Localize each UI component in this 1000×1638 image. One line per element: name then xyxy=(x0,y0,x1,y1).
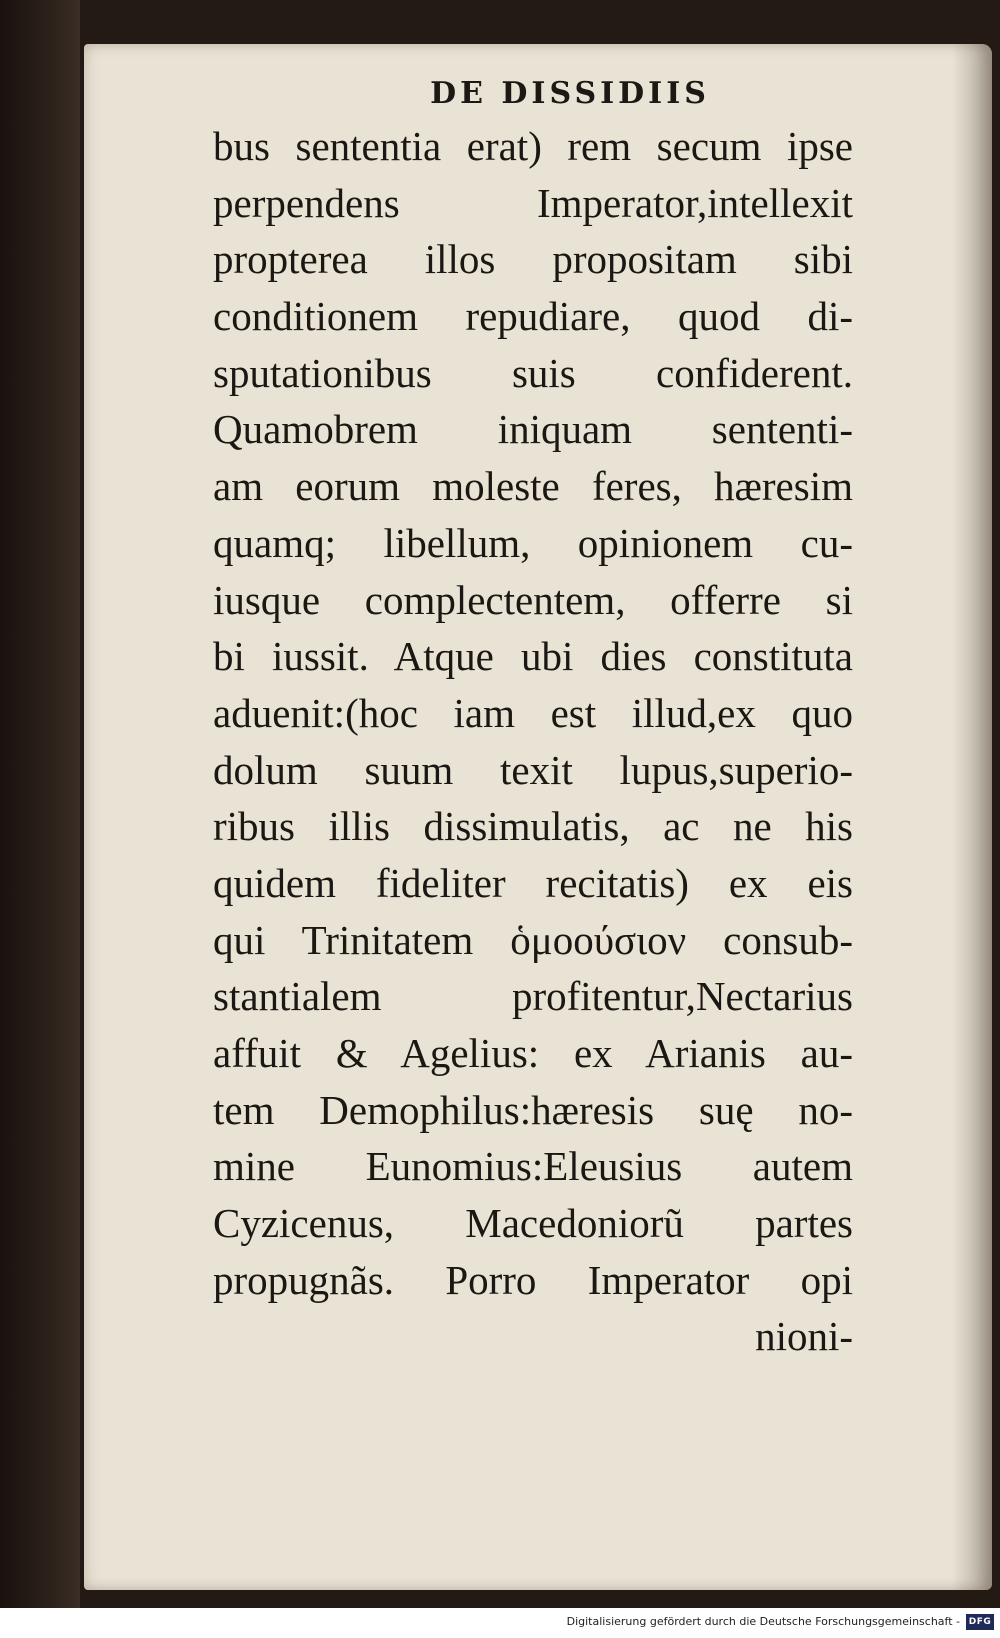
page-edge-shadow xyxy=(952,44,992,1590)
text-line: iusque complectentem, offerre si xyxy=(213,576,853,623)
text-line: ribus illis dissimulatis, ac ne his xyxy=(213,803,853,850)
text-line: sputationibus suis confiderent. xyxy=(213,349,853,396)
catchword: nioni- xyxy=(755,1313,853,1360)
text-line: Quamobrem iniquam sententi- xyxy=(213,406,853,453)
text-line: affuit & Agelius: ex Arianis au- xyxy=(213,1030,853,1076)
text-line: propugnãs. Porro Imperator opi xyxy=(213,1256,853,1303)
text-line: mine Eunomius:Eleusius autem xyxy=(213,1143,853,1190)
dfg-logo: DFG xyxy=(966,1614,994,1630)
funding-credit: Digitalisierung gefördert durch die Deutsche Forschungsgemeinschaft - xyxy=(566,1615,960,1628)
body-text xyxy=(213,118,853,1365)
text-line: quamq; libellum, opinionem cu- xyxy=(213,519,853,566)
text-line: bus sententia erat) rem secum ipse xyxy=(213,123,853,169)
text-line: Cyzicenus, Macedoniorũ partes xyxy=(213,1200,853,1247)
text-line: quidem fideliter recitatis) ex eis xyxy=(213,859,853,906)
footer-bar xyxy=(0,1608,1000,1638)
text-line: perpendens Imperator,intellexit xyxy=(213,179,853,226)
binding-edge xyxy=(0,0,80,1608)
text-line: dolum suum texit lupus,superio- xyxy=(213,746,853,793)
running-head: DE DISSIDIIS xyxy=(430,76,710,111)
text-line: conditionem repudiare, quod di- xyxy=(213,293,853,340)
text-line: aduenit:(hoc iam est illud,ex quo xyxy=(213,689,853,736)
text-line: qui Trinitatem ὁμοούσιον consub- xyxy=(213,916,853,963)
text-line: propterea illos propositam sibi xyxy=(213,236,853,283)
text-line: tem Demophilus:hæresis suę no- xyxy=(213,1086,853,1133)
text-line: bi iussit. Atque ubi dies constituta xyxy=(213,633,853,680)
text-line: am eorum moleste feres, hæresim xyxy=(213,463,853,510)
text-line: stantialem profitentur,Nectarius xyxy=(213,973,853,1020)
